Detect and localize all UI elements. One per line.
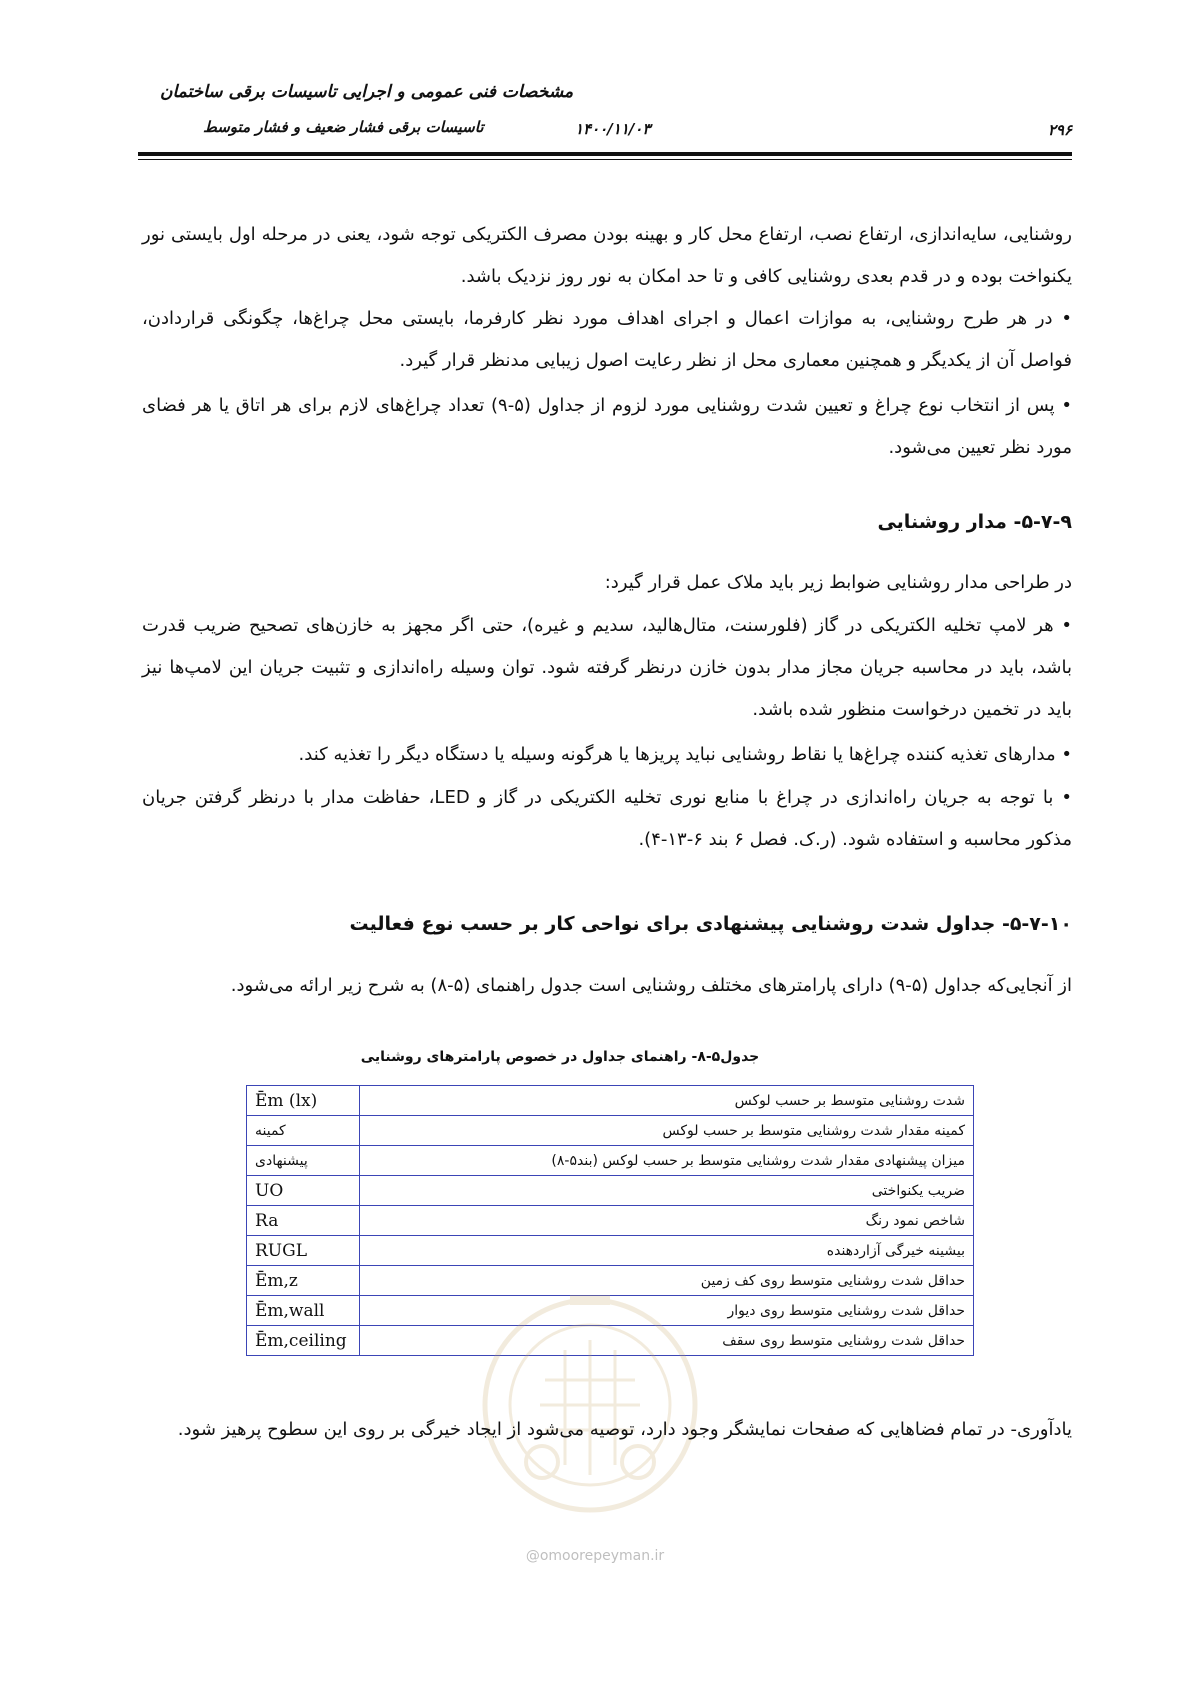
table-row [247, 1146, 974, 1176]
section-intro: در طراحی مدار روشنایی ضوابط زیر باید ملاک عمل قرار گیرد: [604, 572, 1072, 593]
table-row [247, 1236, 974, 1266]
table-cell-symbol: UO [247, 1176, 360, 1206]
bullet-text: با توجه به جریان راه‌اندازی در چراغ با منابع نوری تخلیه الکتریکی در گاز و LED، حفاظت مدار با درنظر گرفتن جریان مذکور محاسبه و استفاده شود. (ر.ک. فصل ۶ بند ۶-۱۳-۴). [142, 787, 1072, 850]
bullet-icon: • [1061, 308, 1072, 329]
table-cell-symbol: RUGL [247, 1236, 360, 1266]
table-cell-symbol: Ēm,wall [247, 1296, 360, 1326]
table-cell-description: حداقل شدت روشنایی متوسط روی سقف [359, 1326, 973, 1356]
bullet-item [142, 734, 1072, 776]
table-row [247, 1086, 974, 1116]
section-heading-lighting-circuit: ۵-۷-۹- مدار روشنایی [877, 511, 1072, 533]
bullet-icon: • [1061, 395, 1072, 416]
bullet-text: مدارهای تغذیه کننده چراغ‌ها یا نقاط روشنایی نباید پریزها یا هرگونه وسیله یا دستگاه دیگر را تغذیه کند. [298, 744, 1056, 765]
table-cell-symbol: Ra [247, 1206, 360, 1236]
header-rule-thick [138, 152, 1072, 156]
document-title: مشخصات فنی عمومی و اجرایی تاسیسات برقی ساختمان [160, 82, 574, 102]
bullet-item [142, 605, 1072, 731]
table-row [247, 1116, 974, 1146]
table-row [247, 1206, 974, 1236]
continuation-paragraph: روشنایی، سایه‌اندازی، ارتفاع نصب، ارتفاع محل کار و بهینه بودن مصرف الکتریکی توجه شود، یعنی در مرحله اول بایستی نور یکنواخت بوده و در قدم بعدی روشنایی کافی و تا حد امکان به نور روز نزدیک باشد. [142, 224, 1072, 287]
watermark-url: @omoorepeyman.ir [525, 1548, 665, 1564]
page-number: ۲۹۶ [1047, 121, 1072, 139]
bullet-icon: • [1061, 787, 1073, 808]
table-cell-symbol: پیشنهادی [247, 1146, 360, 1176]
table-cell-description: حداقل شدت روشنایی متوسط روی کف زمین [359, 1266, 973, 1296]
table-cell-description: شدت روشنایی متوسط بر حسب لوکس [359, 1086, 973, 1116]
table-cell-description: شاخص نمود رنگ [359, 1206, 973, 1236]
table-cell-symbol: Ēm,z [247, 1266, 360, 1296]
document-date: ۱۴۰۰/۱۱/۰۳ [575, 120, 651, 138]
bullet-item [142, 298, 1072, 382]
table-cell-symbol: Ēm,ceiling [247, 1326, 360, 1356]
note-paragraph: یادآوری- در تمام فضاهایی که صفحات نمایشگر وجود دارد، توصیه می‌شود از ایجاد خیرگی بر روی این سطوح پرهیز شود. [177, 1419, 1072, 1440]
table-cell-description: بیشینه خیرگی آزاردهنده [359, 1236, 973, 1266]
bullet-icon: • [1061, 615, 1072, 636]
bullet-item [142, 777, 1072, 861]
section-intro: از آنجایی‌که جداول (۵-۹) دارای پارامترهای مختلف روشنایی است جدول راهنمای (۵-۸) به شرح زیر ارائه می‌شود. [230, 975, 1072, 996]
bullet-text: هر لامپ تخلیه الکتریکی در گاز (فلورسنت، متال‌هالید، سدیم و غیره)، حتی اگر مجهز به خازن‌های تصحیح ضریب قدرت باشد، باید در محاسبه جریان مجاز مدار بدون خازن درنظر گرفته شود. توان وسیله راه‌اندازی و تثبیت جریان این لامپ‌ها نیز باید در تخمین درخواست منظور شده باشد. [142, 615, 1072, 720]
table-cell-description: میزان پیشنهادی مقدار شدت روشنایی متوسط بر حسب لوکس (بند۵-۸) [359, 1146, 973, 1176]
bullet-text: در هر طرح روشنایی، به موازات اعمال و اجرای اهداف مورد نظر کارفرما، بایستی محل چراغ‌ها، چگونگی قراردادن، فواصل آن از یکدیگر و همچنین معماری محل از نظر رعایت اصول زیبایی مدنظر قرار گیرد. [142, 308, 1072, 371]
table-row [247, 1176, 974, 1206]
table-cell-description: حداقل شدت روشنایی متوسط روی دیوار [359, 1296, 973, 1326]
header-rule-thin [138, 159, 1072, 160]
table-cell-description: ضریب یکنواختی [359, 1176, 973, 1206]
bullet-icon: • [1061, 744, 1072, 765]
table-caption: جدول۵-۸- راهنمای جداول در خصوص پارامترهای روشنایی [360, 1049, 760, 1065]
bullet-text: پس از انتخاب نوع چراغ و تعیین شدت روشنایی مورد لزوم از جداول (۵-۹) تعداد چراغ‌های لازم برای هر اتاق یا هر فضای مورد نظر تعیین می‌شود. [142, 395, 1072, 458]
document-subtitle: تاسیسات برقی فشار ضعیف و فشار متوسط [203, 118, 484, 136]
table-cell-symbol: کمینه [247, 1116, 360, 1146]
table-cell-description: کمینه مقدار شدت روشنایی متوسط بر حسب لوکس [359, 1116, 973, 1146]
table-cell-symbol: Ēm (lx) [247, 1086, 360, 1116]
bullet-item [142, 385, 1072, 469]
section-heading-illuminance-tables: ۵-۷-۱۰- جداول شدت روشنایی پیشنهادی برای نواحی کار بر حسب نوع فعالیت [349, 913, 1072, 935]
